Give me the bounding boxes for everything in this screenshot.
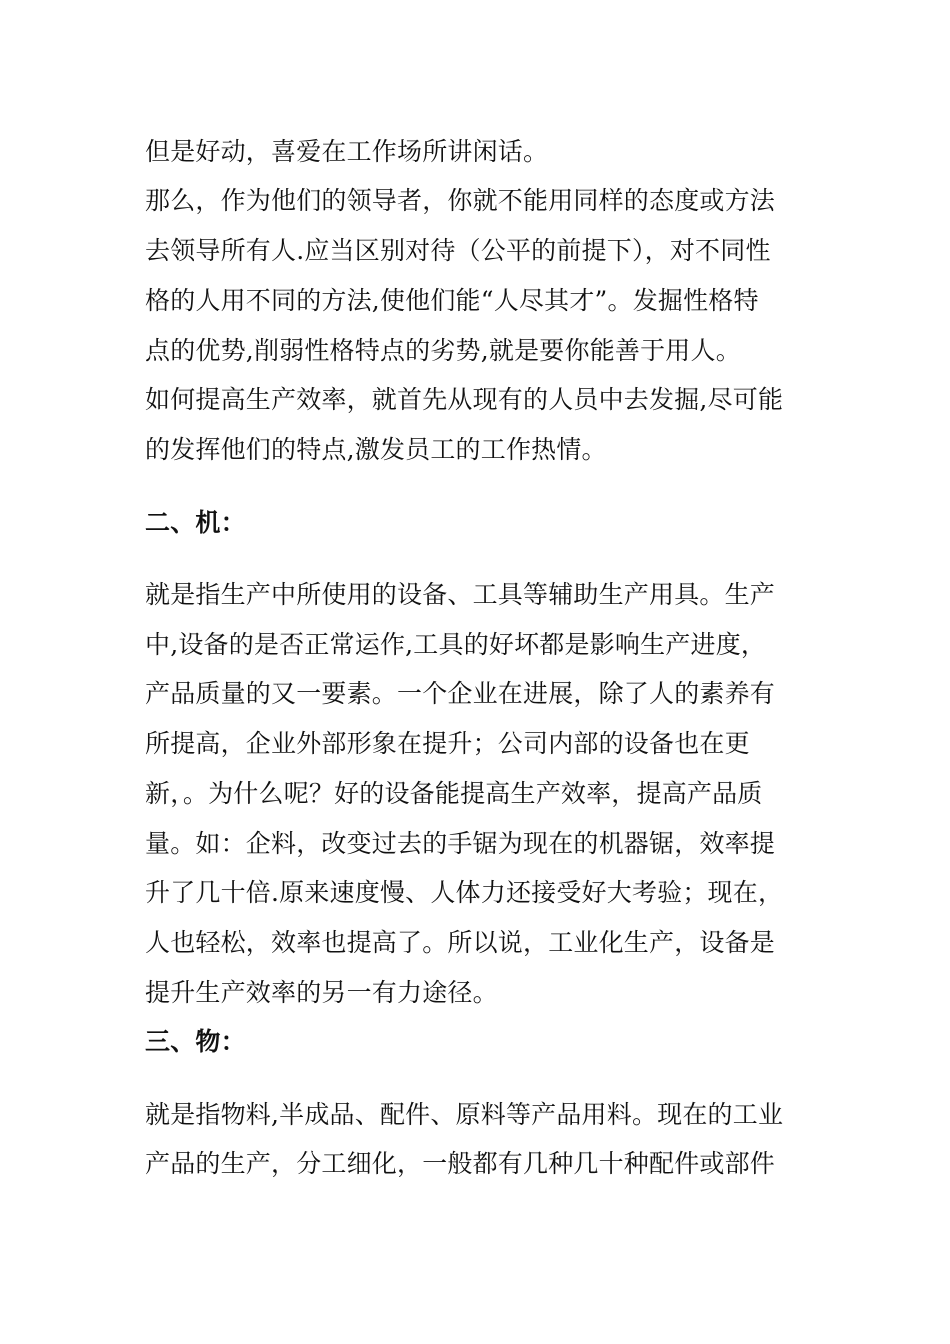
text-line: 就是指生产中所使用的设备、工具等辅助生产用具。生产	[145, 580, 776, 609]
text-line: 中,设备的是否正常运作,工具的好坏都是影响生产进度，	[145, 630, 767, 659]
text-line: 量。如：企料，改变过去的手锯为现在的机器锯，效率提	[145, 829, 776, 858]
text-line: 产品的生产，分工细化，一般都有几种几十种配件或部件	[145, 1149, 776, 1178]
text-line: 但是好动，喜爱在工作场所讲闲话。	[145, 137, 549, 166]
section-heading-material: 三、物：	[145, 1027, 246, 1056]
text-line: 产品质量的又一要素。一个企业在进展，除了人的素养有	[145, 679, 776, 708]
text-line: 升了几十倍.原来速度慢、人体力还接受好大考验；现在，	[145, 878, 784, 907]
text-line: 人也轻松，效率也提高了。所以说，工业化生产，设备是	[145, 928, 776, 957]
text-line: 那么，作为他们的领导者，你就不能用同样的态度或方法	[145, 186, 776, 215]
text-line: 就是指物料,半成品、配件、原料等产品用料。现在的工业	[145, 1100, 784, 1129]
text-line: 格的人用不同的方法,使他们能“人尽其才”。发掘性格特	[145, 286, 759, 315]
text-line: 如何提高生产效率，就首先从现有的人员中去发掘,尽可能	[145, 385, 784, 414]
text-line: 点的优势,削弱性格特点的劣势,就是要你能善于用人。	[145, 336, 741, 365]
text-line: 的发挥他们的特点,激发员工的工作热情。	[145, 435, 607, 464]
section-heading-machine: 二、机：	[145, 508, 246, 537]
text-line: 去领导所有人.应当区别对待（公平的前提下），对不同性	[145, 236, 771, 265]
text-line: 提升生产效率的另一有力途径。	[145, 978, 498, 1007]
text-line: 所提高，企业外部形象在提升；公司内部的设备也在更	[145, 729, 750, 758]
text-line: 新，。为什么呢？好的设备能提高生产效率，提高产品质	[145, 779, 763, 808]
